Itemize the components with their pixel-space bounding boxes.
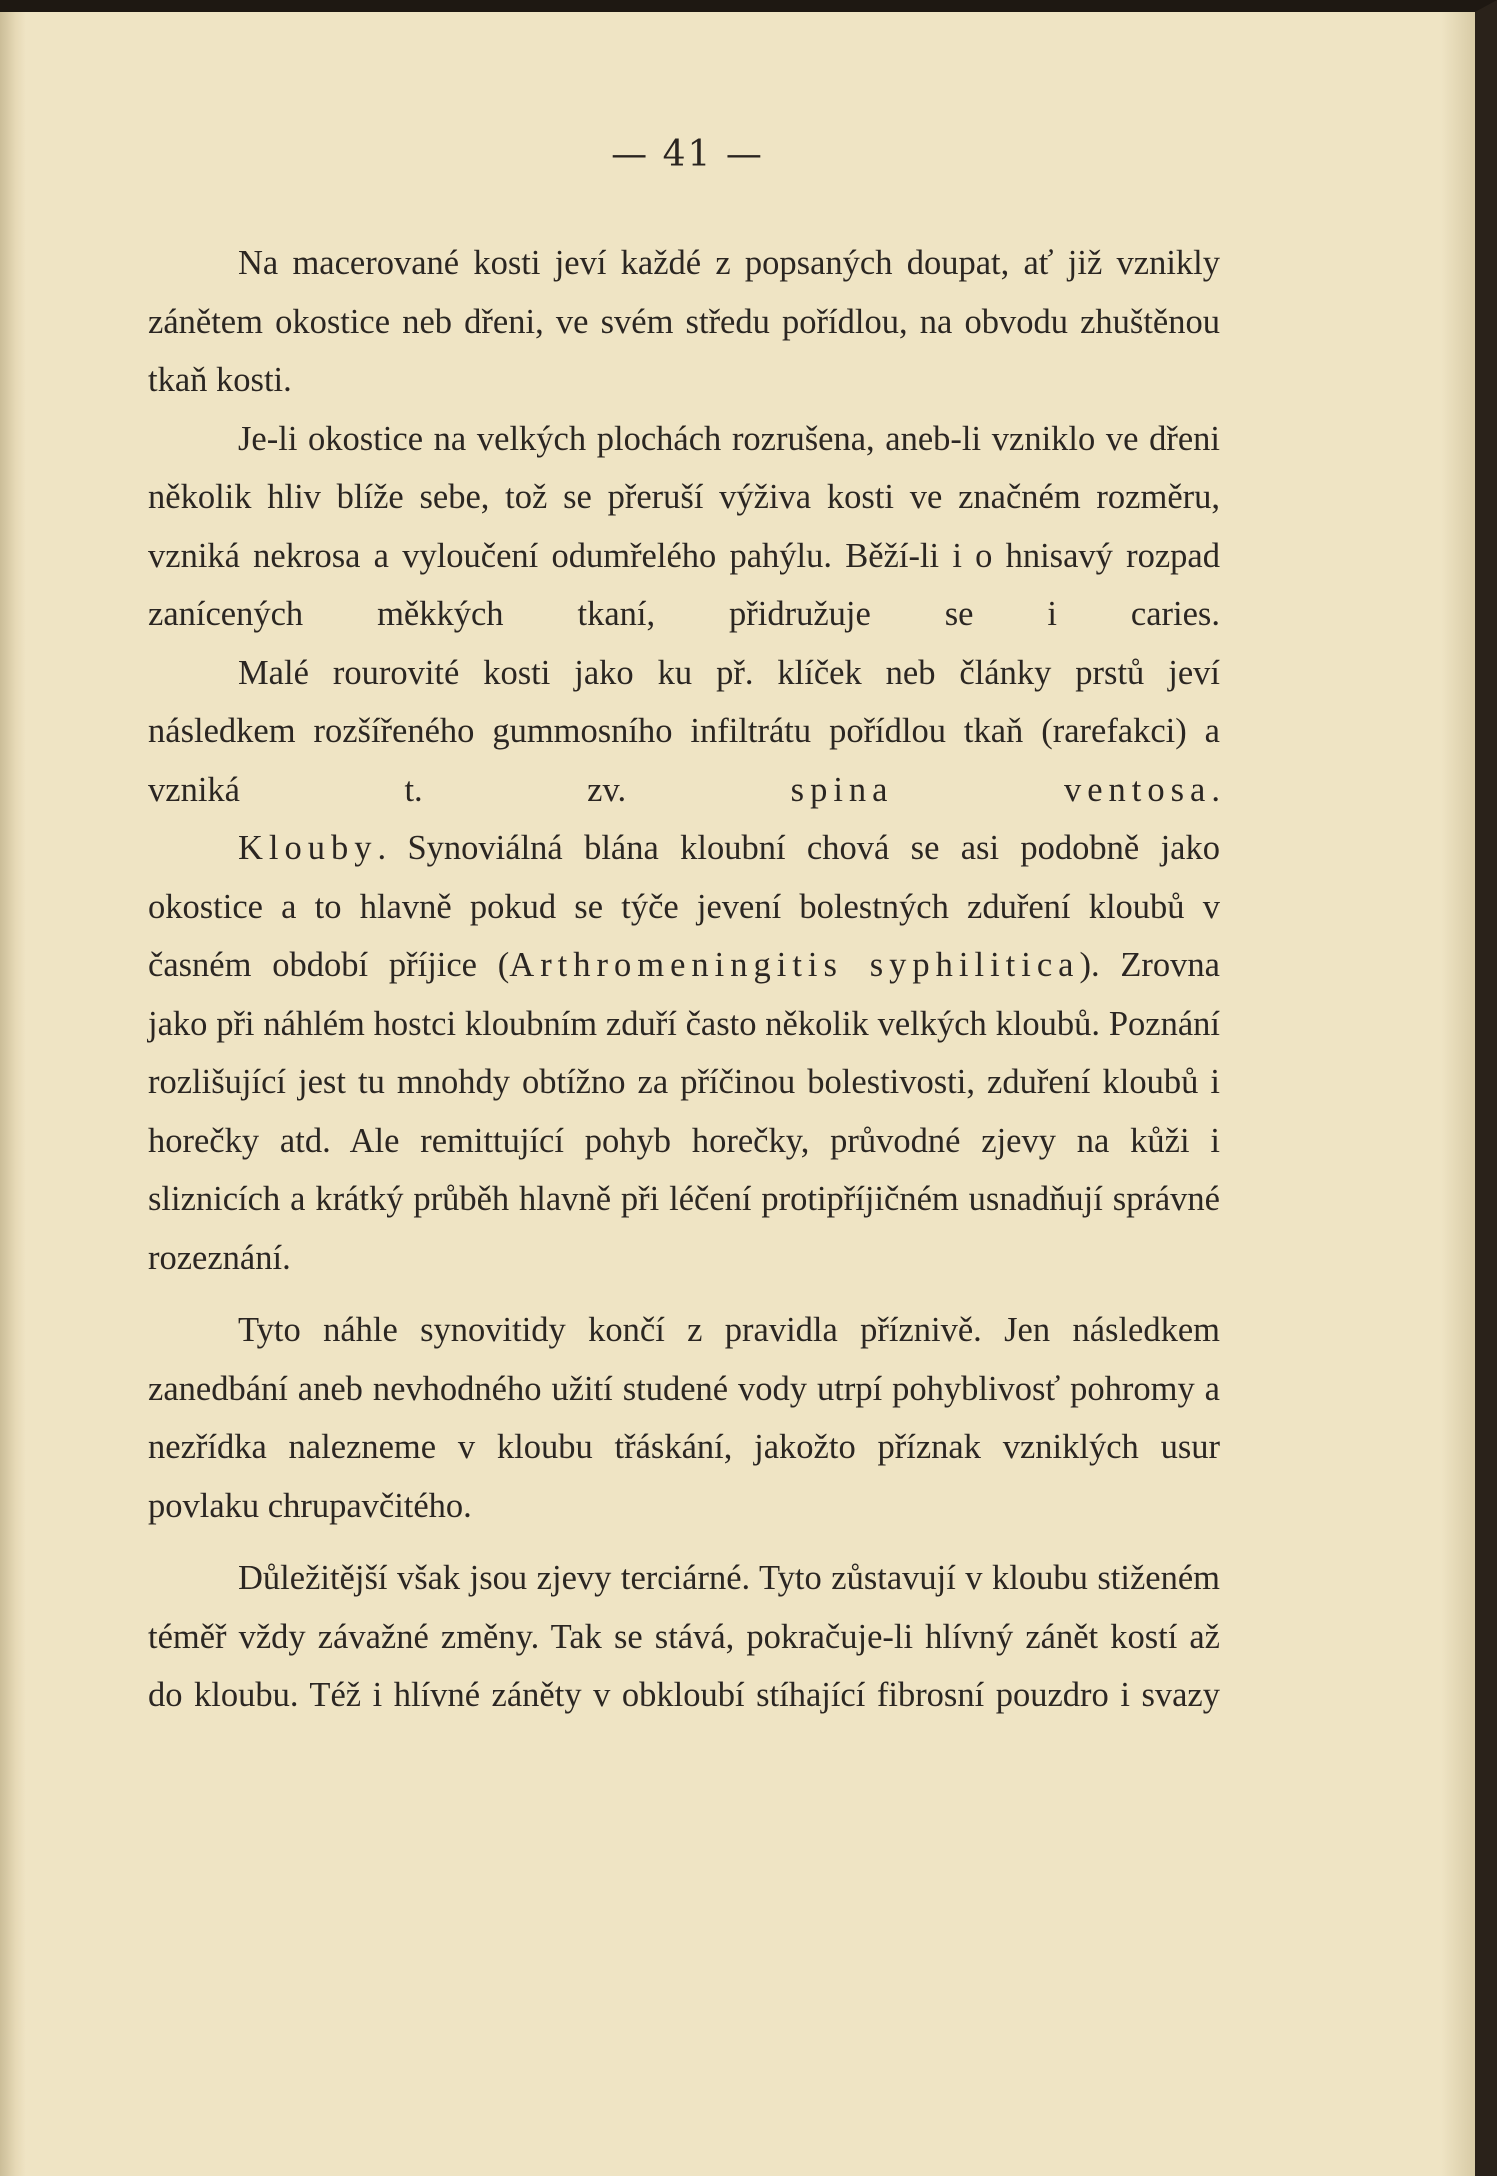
- page-edge-left: [0, 12, 26, 2176]
- paragraph-3: [148, 644, 1220, 820]
- paragraph-1-text: Na macerované kosti jeví každé z popsaných doupat, ať již vznikly zánětem okostice neb dřeni, ve svém středu pořídlou, na obvodu zhuštěnou tkaň kosti.: [148, 244, 1220, 399]
- page-edge-right: [1441, 12, 1475, 2176]
- paragraph-5: [148, 1301, 1220, 1535]
- paragraph-3-end: .: [1211, 770, 1220, 809]
- paragraph-4: [148, 819, 1220, 1287]
- paragraph-1: [148, 234, 1220, 410]
- body-text: [148, 234, 1220, 1725]
- term-arthromeningitis: Arthromeningitis syphilitica: [509, 946, 1080, 984]
- paragraph-4-text-b: ). Zrovna jako při náhlém hostci kloubním zduří často několik velkých kloubů. Poznání rozlišující jest tu mnohdy obtížno za příčinou bolestivosti, zduření kloubů i horečky atd. Ale remittující pohyb horečky, průvodné zjevy na kůži i sliznicích a krátký průběh hlavně při léčení protipříjičném usnadňují správné rozeznání.: [148, 946, 1220, 1277]
- paragraph-4-text-a: . Synoviálná blána kloubní chová se asi podobně jako okostice a to hlavně pokud se týče jevení bolestných zduření kloubů v časném období příjice (: [148, 829, 1220, 984]
- page-number: — 41 —: [611, 134, 764, 175]
- heading-klouby: Klouby: [238, 829, 378, 867]
- paragraph-3-text: Malé rourovité kosti jako ku př. klíček neb články prstů jeví následkem rozšířeného gummosního infiltrátu pořídlou tkaň (rarefakci) a vzniká t. zv.: [148, 653, 1220, 809]
- paragraph-5-text: Tyto náhle synovitidy končí z pravidla příznivě. Jen následkem zanedbání aneb nevhodného užití studené vody utrpí pohyblivosť pohromy a nezřídka nalezneme v kloubu třáskání, jakožto příznak vzniklých usur povlaku chrupavčitého.: [148, 1311, 1220, 1525]
- paragraph-2-text: Je-li okostice na velkých plochách rozrušena, aneb-li vzniklo ve dřeni několik hliv blíže sebe, tož se přeruší výživa kosti ve značném rozměru, vzniká nekrosa a vyloučení odumřelého pahýlu. Běží-li i o hnisavý rozpad zanícených měkkých tkaní, přidružuje se i caries.: [148, 419, 1220, 633]
- term-spina-ventosa: spina ventosa: [790, 770, 1212, 809]
- paragraph-2: [148, 410, 1220, 644]
- paragraph-6: [148, 1549, 1220, 1725]
- paragraph-6-text: Důležitější však jsou zjevy terciárné. Tyto zůstavují v kloubu stiženém téměř vždy závažné změny. Tak se stává, pokračuje-li hlívný zánět kostí až do kloubu. Též i hlívné záněty v obkloubí stíhající fibrosní pouzdro i svazy: [148, 1559, 1220, 1714]
